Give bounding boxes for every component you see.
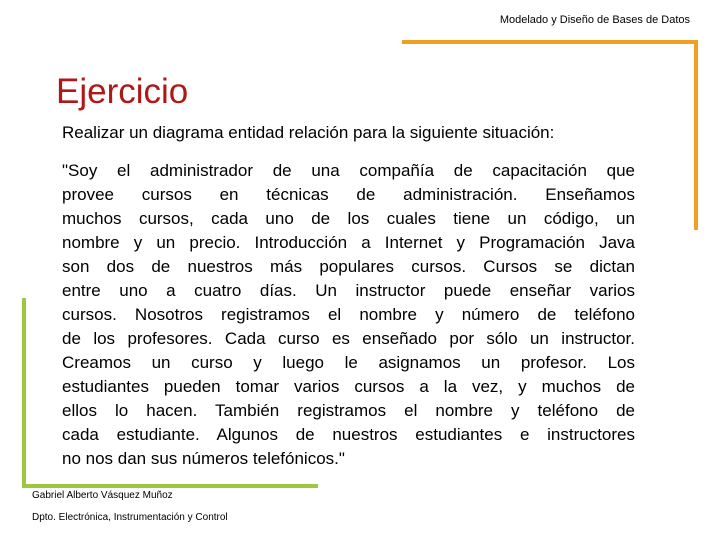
quote-line: cada estudiante. Algunos de nuestros estudiantes e instructores <box>62 425 635 444</box>
slide-subtitle: Realizar un diagrama entidad relación para la siguiente situación: <box>62 123 555 142</box>
quote-line: son dos de nuestros más populares cursos. Cursos se dictan <box>62 257 635 276</box>
orange-accent-line-vertical <box>694 40 698 230</box>
quote-line: ellos lo hacen. También registramos el nombre y teléfono de <box>62 401 635 420</box>
footer-department: Dpto. Electrónica, Instrumentación y Control <box>32 512 228 523</box>
quote-line: provee cursos en técnicas de administración. Enseñamos <box>62 185 635 204</box>
quote-line: nombre y un precio. Introducción a Internet y Programación Java <box>62 233 635 252</box>
quote-line: de los profesores. Cada curso es enseñado por sólo un instructor. <box>62 329 635 348</box>
exercise-quote <box>62 159 635 471</box>
green-accent-line-horizontal <box>22 484 318 488</box>
orange-accent-line-horizontal <box>402 40 698 44</box>
quote-line: entre uno a cuatro días. Un instructor puede enseñar varios <box>62 281 635 300</box>
quote-line: "Soy el administrador de una compañía de capacitación que <box>62 161 635 180</box>
quote-line: no nos dan sus números telefónicos." <box>62 449 345 468</box>
footer-author: Gabriel Alberto Vásquez Muñoz <box>32 490 173 501</box>
quote-line: Creamos un curso y luego le asignamos un profesor. Los <box>62 353 635 372</box>
quote-line: estudiantes pueden tomar varios cursos a la vez, y muchos de <box>62 377 635 396</box>
slide-heading: Ejercicio <box>56 72 189 111</box>
green-accent-line-vertical <box>22 298 26 488</box>
header-course-title: Modelado y Diseño de Bases de Datos <box>499 14 690 26</box>
quote-line: cursos. Nosotros registramos el nombre y número de teléfono <box>62 305 635 324</box>
quote-line: muchos cursos, cada uno de los cuales tiene un código, un <box>62 209 635 228</box>
